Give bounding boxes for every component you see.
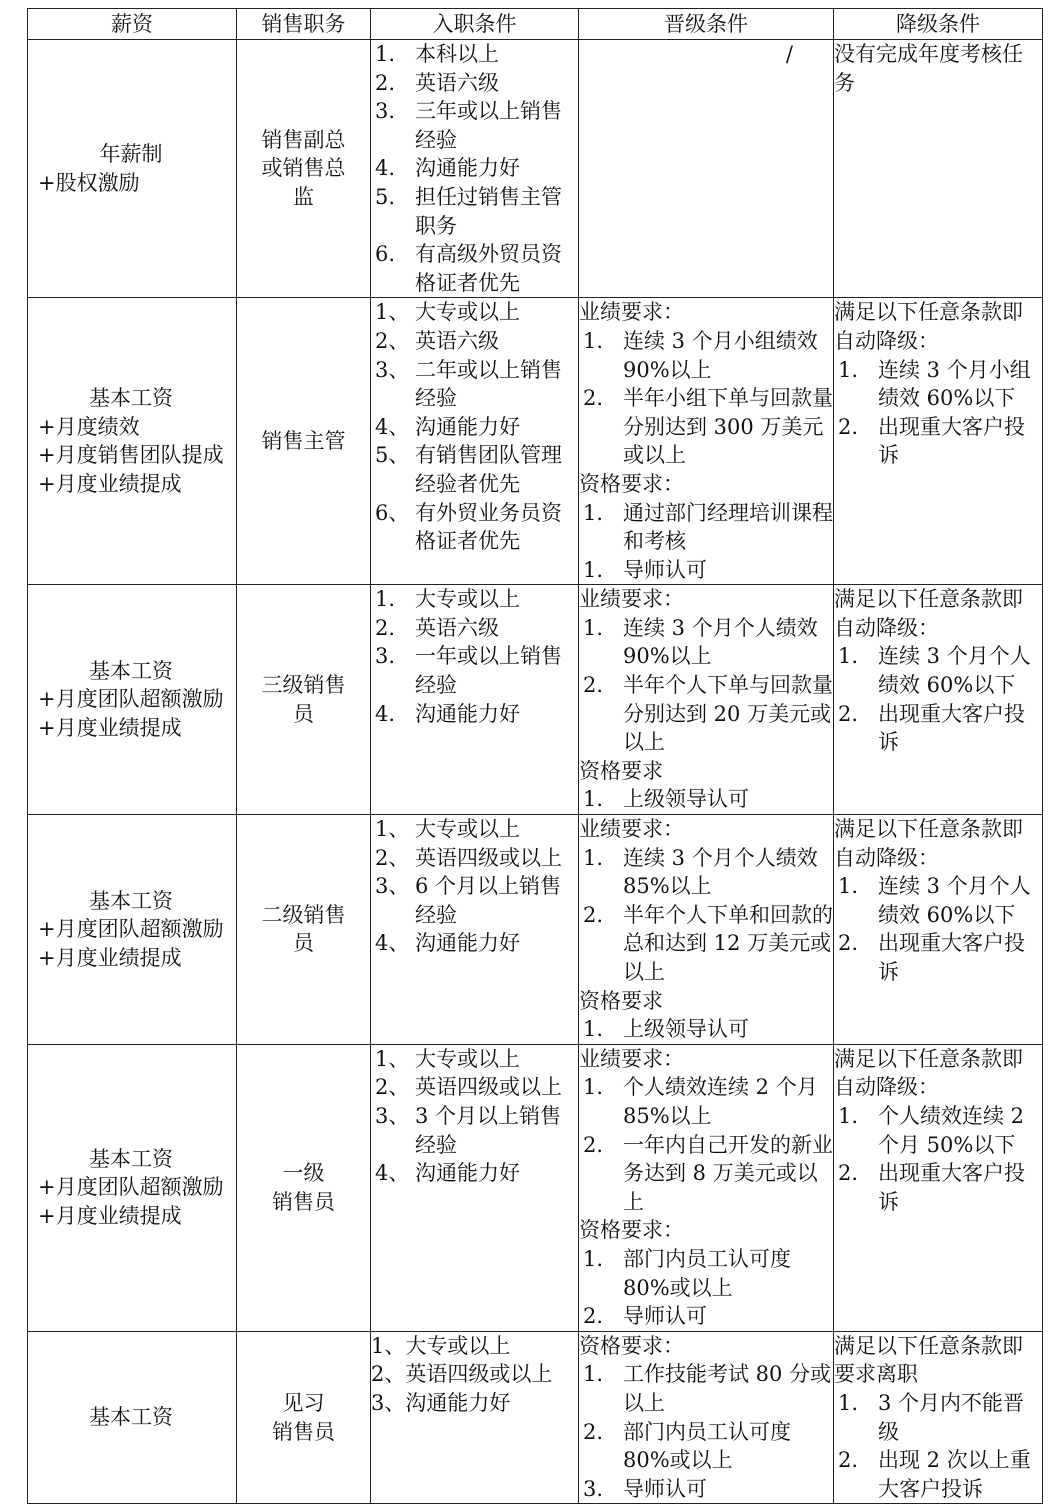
list-item: 1. 连续 3 个月个人绩效 90%以上 xyxy=(583,615,818,669)
list-item: 2、 英语四级或以上 xyxy=(371,1362,553,1387)
role-line: 一级 xyxy=(282,1161,325,1186)
role-cell xyxy=(237,40,371,298)
list-item: 4、 沟通能力好 xyxy=(375,1161,520,1186)
entry-cell xyxy=(371,40,579,298)
demotion-heading: 满足以下任意条款即自动降级： xyxy=(834,587,1023,640)
list-item: 3. 三年或以上销售经验 xyxy=(375,99,562,152)
role-line: 销售副总 xyxy=(261,127,346,152)
list-item: 1. 连续 3 个月个人绩效 60%以下 xyxy=(838,644,1031,698)
entry-cell xyxy=(371,815,579,1045)
list-item: 2. 出现重大客户投诉 xyxy=(838,1161,1025,1214)
list-item: 1. 连续 3 个月个人绩效 85%以上 xyxy=(583,845,818,899)
list-item: 3、 二年或以上销售经验 xyxy=(375,357,562,411)
salary-cell xyxy=(28,1331,237,1504)
list-item: 1. 通过部门经理培训课程和考核 xyxy=(583,500,833,554)
table-row xyxy=(28,815,1043,1045)
list-item: 2、 英语六级 xyxy=(375,328,499,353)
role-line: 销售员 xyxy=(272,1189,335,1214)
sales-position-table xyxy=(27,8,1043,1504)
salary-cell xyxy=(28,40,237,298)
list-item: 1、 大专或以上 xyxy=(375,1046,520,1071)
list-item: 2、 英语四级或以上 xyxy=(375,1075,562,1100)
list-item: 2. 出现重大客户投诉 xyxy=(838,414,1025,468)
section-heading: 资格要求： xyxy=(579,471,684,496)
list-item: 4. 沟通能力好 xyxy=(375,701,520,726)
role-line: 见习 xyxy=(282,1390,325,1415)
section-heading: 业绩要求： xyxy=(579,300,684,325)
salary-line: +月度绩效 xyxy=(38,414,140,439)
list-item: 2. 导师认可 xyxy=(583,1304,707,1329)
list-item: 1. 连续 3 个月小组绩效 90%以上 xyxy=(583,328,818,382)
demotion-cell xyxy=(834,298,1043,585)
list-item: 1、 大专或以上 xyxy=(371,1333,511,1358)
salary-line: 基本工资 xyxy=(89,386,173,411)
role-line: 或销售总 xyxy=(261,156,346,181)
demotion-heading: 满足以下任意条款即自动降级： xyxy=(834,817,1023,870)
salary-cell xyxy=(28,815,237,1045)
role-cell xyxy=(237,815,371,1045)
list-item: 1. 导师认可 xyxy=(583,557,707,582)
salary-line: 年薪制 xyxy=(99,142,163,167)
promotion-cell xyxy=(579,815,834,1045)
salary-line: +月度业绩提成 xyxy=(38,945,182,970)
promotion-cell xyxy=(579,1331,834,1504)
salary-line: +月度业绩提成 xyxy=(38,715,182,740)
list-item: 3、 6 个月以上销售经验 xyxy=(375,874,562,927)
list-item: 3、 沟通能力好 xyxy=(371,1390,511,1415)
section-heading: 资格要求： xyxy=(579,1333,684,1358)
list-item: 3、 3 个月以上销售经验 xyxy=(375,1103,562,1157)
promotion-cell xyxy=(579,585,834,815)
list-item: 6、 有外贸业务员资格证者优先 xyxy=(375,500,562,554)
list-item: 2. 出现 2 次以上重大客户投诉 xyxy=(838,1448,1031,1501)
salary-line: 基本工资 xyxy=(89,1405,173,1430)
list-item: 2. 半年个人下单和回款的总和达到 12 万美元或以上 xyxy=(583,902,833,984)
list-item: 1. 连续 3 个月个人绩效 60%以下 xyxy=(838,874,1031,927)
list-item: 2、 英语四级或以上 xyxy=(375,845,562,870)
salary-line: +月度团队超额激励 xyxy=(38,917,224,942)
list-item: 2. 出现重大客户投诉 xyxy=(838,701,1025,755)
entry-cell xyxy=(371,1331,579,1504)
role-cell xyxy=(237,585,371,815)
list-item: 6. 有高级外贸员资格证者优先 xyxy=(375,242,562,295)
list-item: 2. 英语六级 xyxy=(375,615,499,640)
entry-cell xyxy=(371,1044,579,1331)
role-line: 员 xyxy=(293,931,314,956)
role-cell xyxy=(237,1331,371,1504)
table-row xyxy=(28,1044,1043,1331)
list-item: 2. 出现重大客户投诉 xyxy=(838,931,1025,984)
section-heading: 资格要求： xyxy=(579,1218,684,1243)
role-line: 三级销售 xyxy=(261,673,346,698)
role-cell xyxy=(237,298,371,585)
list-item: 1. 上级领导认可 xyxy=(583,787,749,812)
role-line: 销售主管 xyxy=(261,429,346,454)
section-heading: 资格要求 xyxy=(579,758,663,783)
section-heading: 业绩要求： xyxy=(579,587,684,612)
salary-line: +月度业绩提成 xyxy=(38,1204,182,1229)
salary-line: 基本工资 xyxy=(89,658,173,683)
list-item: 2. 一年内自己开发的新业务达到 8 万美元或以上 xyxy=(583,1132,833,1214)
demotion-text: 没有完成年度考核任务 xyxy=(834,42,1023,95)
section-heading: 业绩要求： xyxy=(579,1046,684,1071)
section-heading: 业绩要求： xyxy=(579,817,684,842)
list-item: 1. 个人绩效连续 2 个月 50%以下 xyxy=(838,1103,1025,1157)
salary-line: +月度团队超额激励 xyxy=(38,687,224,712)
list-item: 1. 部门内员工认可度 80%或以上 xyxy=(583,1246,791,1300)
demotion-heading: 满足以下任意条款即自动降级： xyxy=(834,1046,1023,1100)
list-item: 2. 半年个人下单与回款量分别达到 20 万美元或以上 xyxy=(583,673,833,755)
salary-line: 基本工资 xyxy=(89,888,173,913)
list-item: 1. 个人绩效连续 2 个月 85%以上 xyxy=(583,1075,818,1128)
list-item: 1. 工作技能考试 80 分或以上 xyxy=(583,1362,832,1415)
demotion-cell xyxy=(834,1044,1043,1331)
promotion-cell xyxy=(579,40,834,298)
role-line: 二级销售 xyxy=(261,902,346,927)
role-line: 监 xyxy=(293,184,314,209)
list-item: 1、 大专或以上 xyxy=(375,300,520,325)
table-row xyxy=(28,298,1043,585)
role-cell xyxy=(237,1044,371,1331)
list-item: 1. 本科以上 xyxy=(375,42,499,66)
list-item: 3. 一年或以上销售经验 xyxy=(375,644,562,698)
salary-cell xyxy=(28,298,237,585)
not-applicable-mark: / xyxy=(785,42,793,66)
list-item: 5. 担任过销售主管职务 xyxy=(375,184,562,238)
salary-line: +股权激励 xyxy=(38,170,140,195)
salary-cell xyxy=(28,585,237,815)
salary-line: +月度团队超额激励 xyxy=(38,1175,224,1200)
header-promotion: 晋级条件 xyxy=(579,9,834,40)
list-item: 1. 3 个月内不能晋级 xyxy=(838,1390,1025,1444)
demotion-cell xyxy=(834,1331,1043,1504)
salary-line: +月度销售团队提成 xyxy=(38,443,224,468)
list-item: 2. 半年小组下单与回款量分别达到 300 万美元或以上 xyxy=(583,386,833,468)
list-item: 3. 导师认可 xyxy=(583,1476,707,1501)
list-item: 2. 部门内员工认可度 80%或以上 xyxy=(583,1419,791,1473)
header-demotion: 降级条件 xyxy=(834,9,1043,40)
entry-cell xyxy=(371,585,579,815)
header-salary: 薪资 xyxy=(28,9,237,40)
demotion-cell xyxy=(834,585,1043,815)
header-role: 销售职务 xyxy=(237,9,371,40)
table-row xyxy=(28,1331,1043,1504)
salary-cell xyxy=(28,1044,237,1331)
table-row xyxy=(28,40,1043,298)
table-row xyxy=(28,585,1043,815)
list-item: 2. 英语六级 xyxy=(375,70,499,95)
list-item: 4、 沟通能力好 xyxy=(375,931,520,956)
section-heading: 资格要求 xyxy=(579,988,663,1013)
salary-line: 基本工资 xyxy=(89,1146,173,1171)
list-item: 1. 大专或以上 xyxy=(375,587,520,612)
entry-cell xyxy=(371,298,579,585)
demotion-cell xyxy=(834,815,1043,1045)
demotion-cell xyxy=(834,40,1043,298)
list-item: 1. 上级领导认可 xyxy=(583,1017,749,1042)
list-item: 1、 大专或以上 xyxy=(375,817,520,842)
promotion-cell xyxy=(579,1044,834,1331)
list-item: 1. 连续 3 个月小组绩效 60%以下 xyxy=(838,357,1031,411)
header-entry: 入职条件 xyxy=(371,9,579,40)
role-line: 销售员 xyxy=(272,1419,335,1444)
promotion-cell xyxy=(579,298,834,585)
list-item: 4. 沟通能力好 xyxy=(375,156,520,181)
list-item: 4、 沟通能力好 xyxy=(375,414,520,439)
header-row xyxy=(28,9,1043,40)
salary-line: +月度业绩提成 xyxy=(38,471,182,496)
demotion-heading: 满足以下任意条款即要求离职 xyxy=(834,1333,1023,1387)
role-line: 员 xyxy=(293,701,314,726)
list-item: 5、 有销售团队管理经验者优先 xyxy=(375,443,562,496)
demotion-heading: 满足以下任意条款即自动降级： xyxy=(834,300,1023,353)
